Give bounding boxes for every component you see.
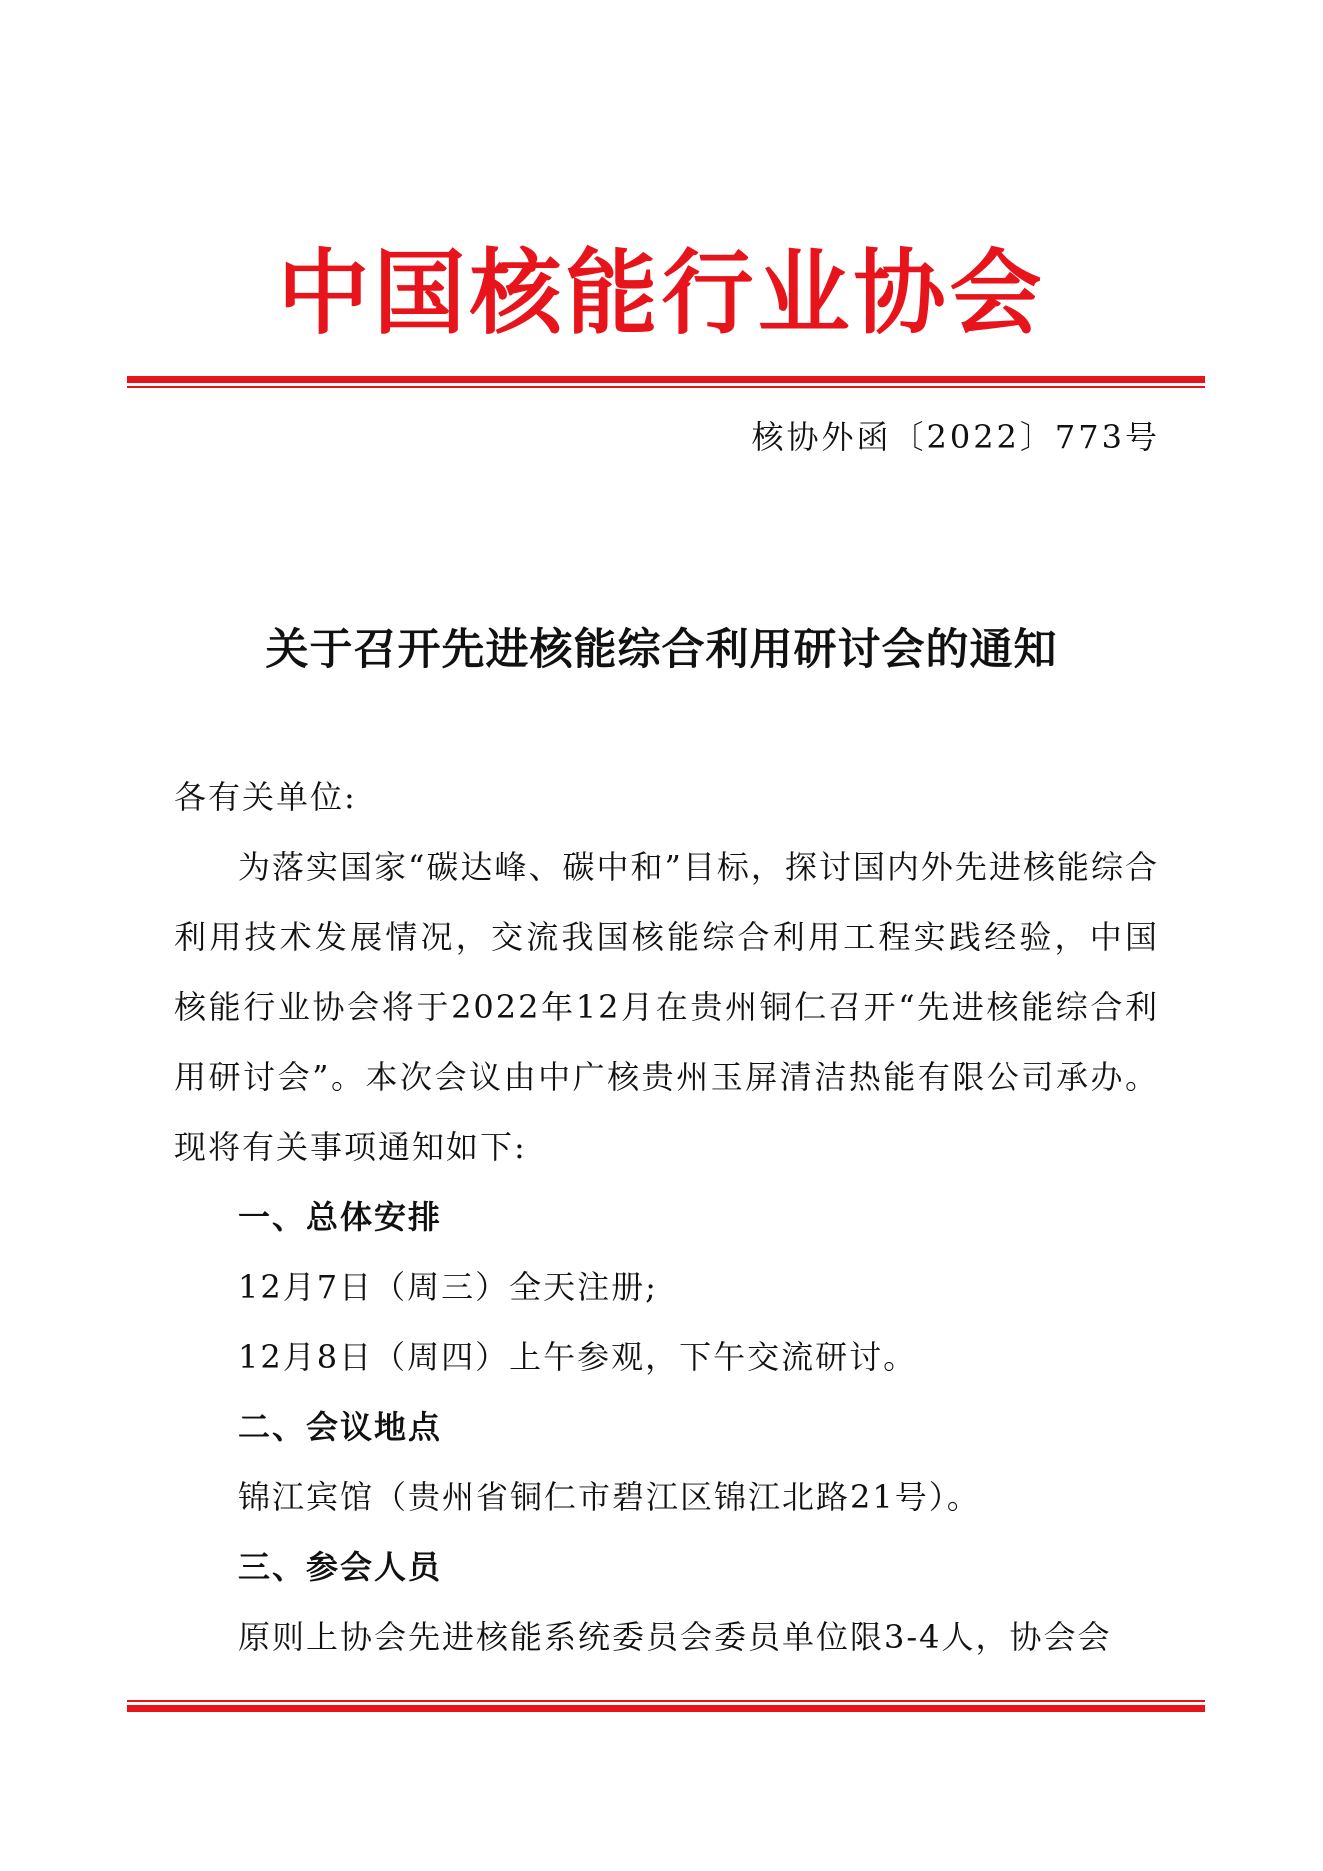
salutation: 各有关单位: bbox=[174, 778, 357, 816]
document-number: 核协外函〔2022〕773号 bbox=[751, 418, 1160, 456]
participants-text: 原则上协会先进核能系统委员会委员单位限3-4人，协会会 bbox=[238, 1618, 1112, 1656]
schedule-item: 12月7日（周三）全天注册; bbox=[238, 1268, 658, 1306]
section-heading-participants: 三、参会人员 bbox=[238, 1548, 443, 1586]
masthead-org-name: 中国核能行业协会 bbox=[277, 239, 1046, 347]
document-title: 关于召开先进核能综合利用研讨会的通知 bbox=[265, 625, 1058, 675]
section-heading-venue: 二、会议地点 bbox=[238, 1408, 443, 1446]
section-heading-schedule: 一、总体安排 bbox=[238, 1198, 443, 1236]
intro-paragraph: 为落实国家“碳达峰、碳中和”目标，探讨国内外先进核能综合利用技术发展情况，交流我国核能综合利用工程实践经验，中国核能行业协会将于2022年12月在贵州铜仁召开“先进核能综合利用研讨会”。本次会议由中广核贵州玉屏清洁热能有限公司承办。现将有关事项通知如下: bbox=[174, 848, 1159, 1166]
venue-text: 锦江宾馆（贵州省铜仁市碧江区锦江北路21号）。 bbox=[238, 1478, 981, 1516]
schedule-item: 12月8日（周四）上午参观，下午交流研讨。 bbox=[238, 1338, 918, 1376]
footer-red-rule bbox=[127, 1700, 1205, 1712]
document-body bbox=[174, 762, 1159, 1672]
masthead-red-rule bbox=[127, 376, 1205, 388]
